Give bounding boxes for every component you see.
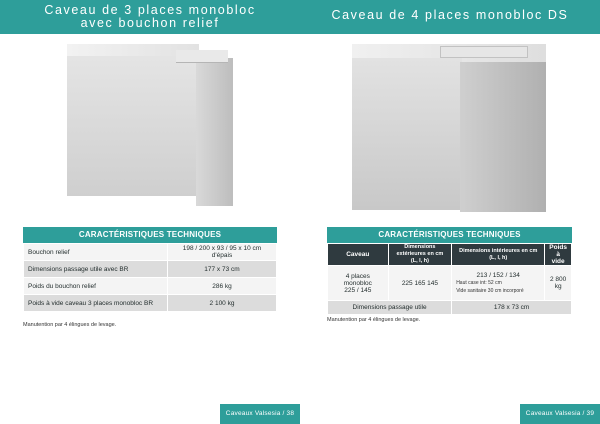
- page-footer: Caveaux Valsesia / 39: [520, 404, 600, 424]
- row-label: Poids à vide caveau 3 places monobloc BR: [24, 295, 168, 312]
- title-band: [0, 0, 300, 34]
- table-row: [328, 266, 572, 301]
- row-label: Bouchon relief: [24, 244, 168, 261]
- caveau-line-1: 4 places monobloc: [343, 272, 372, 287]
- specs-table: [23, 243, 277, 312]
- bouchon-relief-photo: [176, 50, 228, 63]
- header-caveau: Caveau: [328, 244, 389, 266]
- page-footer: Caveaux Valsesia / 38: [220, 404, 300, 424]
- row-value: 2 100 kg: [168, 295, 277, 312]
- foot-value: 178 x 73 cm: [452, 301, 572, 315]
- table-title: CARACTÉRISTIQUES TECHNIQUES: [23, 227, 277, 243]
- caveau-photo-body: [67, 44, 199, 196]
- cell-ext: 225 165 145: [388, 266, 452, 301]
- table-foot-row: [328, 301, 572, 315]
- header-poids: Poids à vide: [545, 244, 572, 266]
- table-row: [24, 278, 277, 295]
- table-row: [24, 295, 277, 312]
- caveau-lid-photo: [440, 46, 528, 58]
- table-row: [24, 261, 277, 278]
- title-line-2: avec bouchon relief: [80, 16, 220, 30]
- row-label: Dimensions passage utile avec BR: [24, 261, 168, 278]
- caveau-photo-side: [196, 58, 233, 206]
- row-value: 177 x 73 cm: [168, 261, 277, 278]
- handling-note: Manutention par 4 élingues de levage.: [327, 317, 421, 323]
- table-title: CARACTÉRISTIQUES TECHNIQUES: [327, 227, 572, 243]
- header-int: Dimensions intérieures en cm (L, l, h): [452, 244, 545, 266]
- caveau-photo-side: [460, 62, 546, 212]
- int-note-2: Vide sanitaire 30 cm incorporé: [456, 287, 524, 294]
- row-label: Poids du bouchon relief: [24, 278, 168, 295]
- int-note-1: Haut case int: 52 cm: [456, 279, 502, 286]
- cell-int: [452, 266, 545, 301]
- row-value: 198 / 200 x 93 / 95 x 10 cm d'épais: [168, 244, 277, 261]
- caveau-line-2: 225 / 145: [344, 286, 372, 294]
- table-header-row: [328, 244, 572, 266]
- cell-poids: 2 800 kg: [545, 266, 572, 301]
- caveau-photo-body: [352, 58, 462, 210]
- table-row: [24, 244, 277, 261]
- page-title: Caveau de 4 places monobloc DS: [331, 8, 569, 22]
- row-value: 286 kg: [168, 278, 277, 295]
- foot-label: Dimensions passage utile: [328, 301, 452, 315]
- title-band: [300, 0, 600, 34]
- int-main: 213 / 152 / 134: [476, 271, 520, 279]
- cell-caveau: [328, 266, 389, 301]
- page-title: [0, 4, 300, 30]
- handling-note: Manutention par 4 élingues de levage.: [23, 322, 117, 328]
- header-ext: Dimensions extérieures en cm (L, l, h): [388, 244, 452, 266]
- specs-table: [327, 243, 572, 315]
- title-line-1: Caveau de 3 places monobloc: [44, 3, 256, 17]
